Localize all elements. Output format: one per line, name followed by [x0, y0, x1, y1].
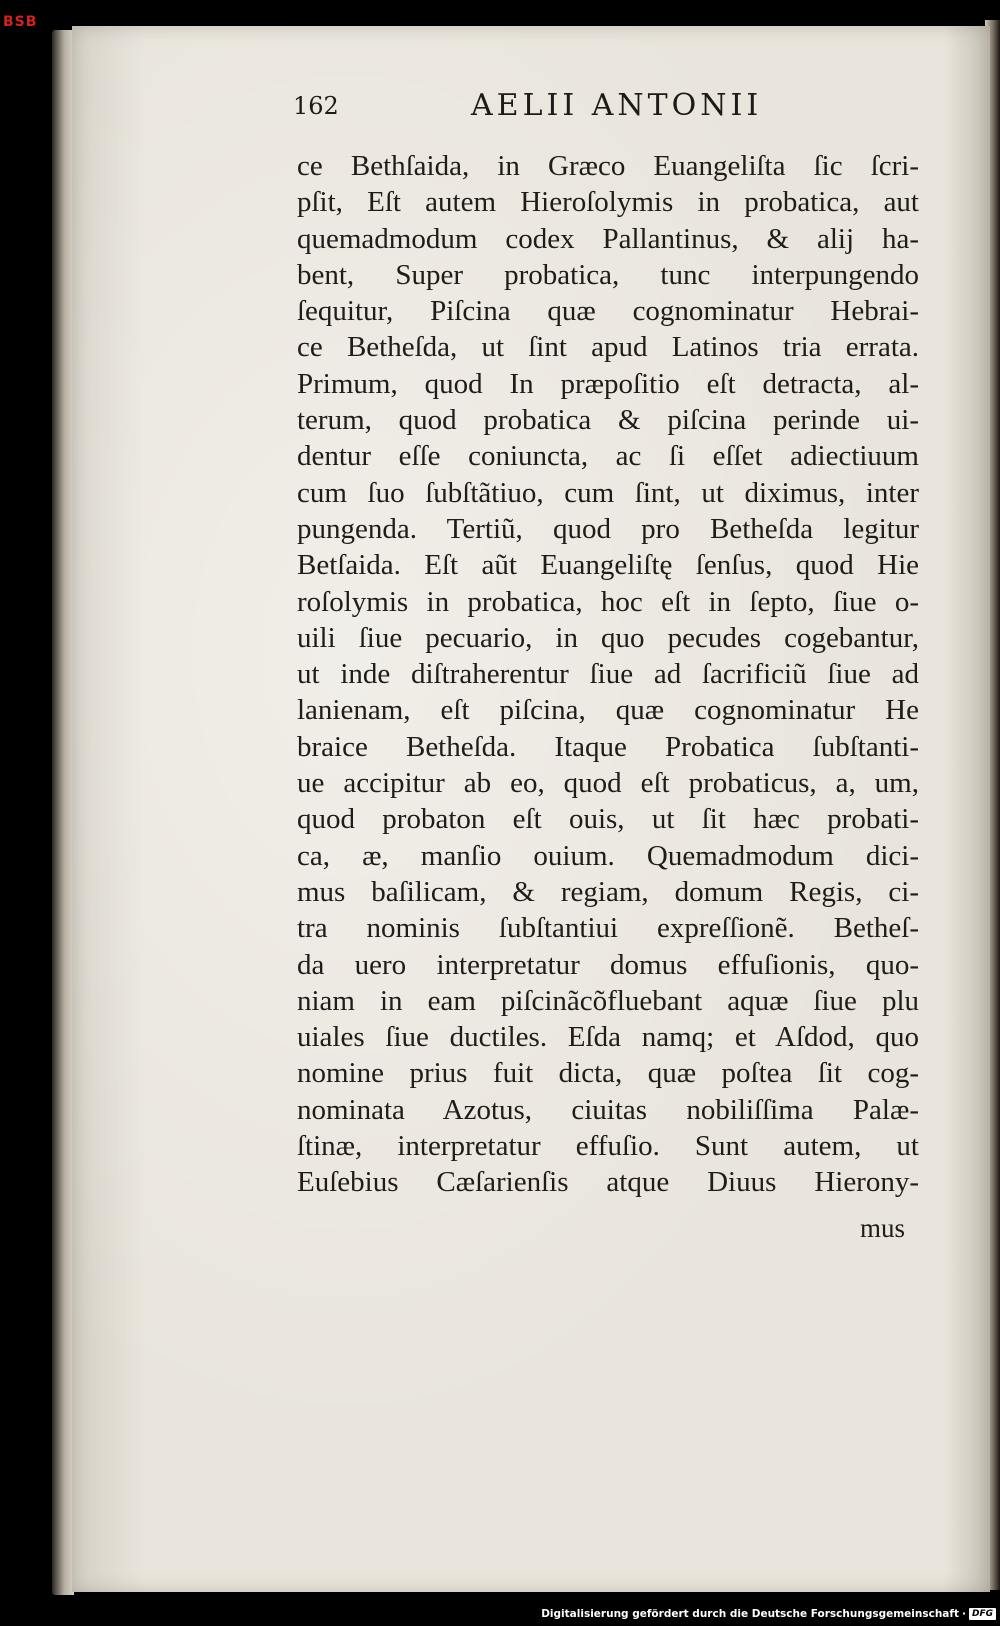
text-line: da uero interpretatur domus effuſionis, quo-	[297, 948, 919, 981]
text-line: niam in eam piſcinãcõfluebant aquæ ſiue plu	[297, 984, 919, 1017]
text-line: nomine prius fuit dicta, quæ poſtea ſit cog-	[297, 1057, 919, 1090]
text-line: mus baſilicam, & regiam, domum Regis, ci-	[297, 875, 919, 908]
body-text	[297, 148, 919, 1201]
text-line: ce Betheſda, ut ſint apud Latinos tria errata.	[297, 331, 919, 364]
text-line: quod probaton eſt ouis, ut ſit hæc probati-	[297, 803, 919, 836]
dfg-logo: DFG	[969, 1608, 996, 1620]
text-line: pungenda. Tertiũ, quod pro Betheſda legitur	[297, 512, 919, 545]
text-line: ue accipitur ab eo, quod eſt probaticus, a, um,	[297, 767, 919, 800]
text-line: quemadmodum codex Pallantinus, & alij ha-	[297, 222, 919, 255]
text-line: ſtinæ, interpretatur effuſio. Sunt autem, ut	[297, 1130, 919, 1163]
running-head	[293, 88, 913, 132]
catchword: mus	[860, 1213, 906, 1243]
text-line: tra nominis ſubſtantiui expreſſionẽ. Betheſ-	[297, 912, 919, 945]
running-head-title: AELII ANTONII	[471, 88, 763, 123]
text-line: Primum, quod In præpoſitio eſt detracta, al-	[297, 367, 919, 400]
text-line: bent, Super probatica, tunc interpungendo	[297, 258, 919, 291]
text-line: ſequitur, Piſcina quæ cognominatur Hebrai-	[297, 295, 919, 328]
text-line: pſit, Eſt autem Hieroſolymis in probatica, aut	[297, 186, 919, 219]
text-line: terum, quod probatica & piſcina perinde ui-	[297, 404, 919, 437]
text-line: roſolymis in probatica, hoc eſt in ſepto, ſiue o-	[297, 585, 919, 618]
text-line: lanienam, eſt piſcina, quæ cognominatur He	[297, 694, 919, 727]
text-line: ce Bethſaida, in Græco Euangeliſta ſic ſcri-	[297, 150, 919, 182]
text-line: cum ſuo ſubſtãtiuo, cum ſint, ut diximus, inter	[297, 476, 919, 509]
text-line: Euſebius Cæſarienſis atque Diuus Hierony-	[297, 1166, 919, 1199]
text-line: uili ſiue pecuario, in quo pecudes cogebantur,	[297, 621, 919, 654]
text-line: ca, æ, manſio ouium. Quemadmodum dici-	[297, 839, 919, 872]
text-line: uiales ſiue ductiles. Eſda namq; et Aſdod, quo	[297, 1021, 919, 1054]
bsb-logo: BSB	[3, 14, 38, 30]
text-line: ut inde diſtraherentur ſiue ad ſacrificiũ ſiue ad	[297, 658, 919, 691]
text-line: dentur eſſe coniuncta, ac ſi eſſet adiectiuum	[297, 440, 919, 473]
text-line: braice Betheſda. Itaque Probatica ſubſtanti-	[297, 730, 919, 763]
text-line: Betſaida. Eſt aũt Euangeliſtę ſenſus, quod Hie	[297, 549, 919, 582]
text-line: nominata Azotus, ciuitas nobiliſſima Palæ-	[297, 1093, 919, 1126]
digitization-footer: Digitalisierung gefördert durch die Deutsche Forschungsgemeinschaft · DFG	[541, 1606, 996, 1622]
page-left-edge	[52, 30, 74, 1595]
page-number: 162	[293, 92, 339, 120]
footer-credit-text: Digitalisierung gefördert durch die Deutsche Forschungsgemeinschaft	[541, 1608, 959, 1620]
